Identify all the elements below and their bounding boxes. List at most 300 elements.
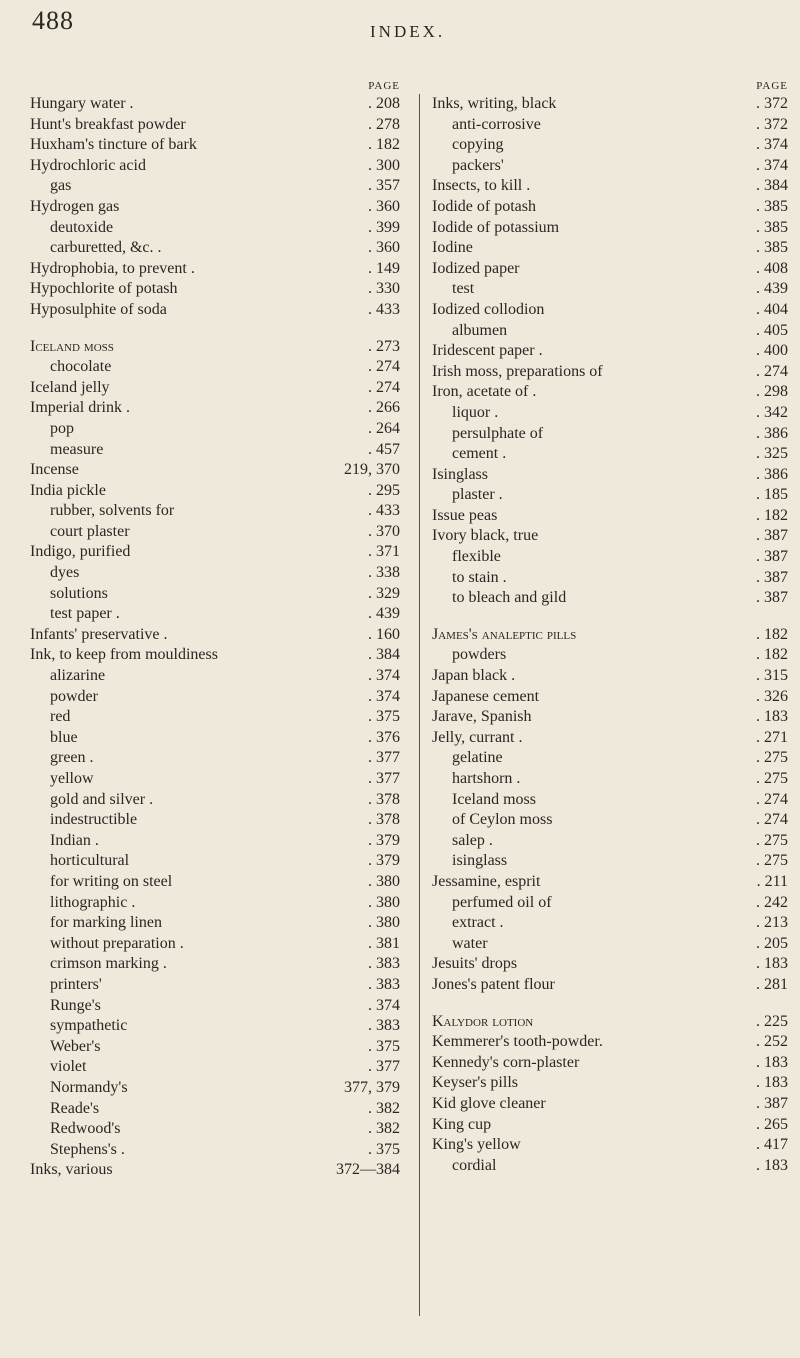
index-entry	[432, 218, 792, 239]
index-entries-right	[432, 94, 792, 1176]
index-term: indestructible	[50, 811, 138, 829]
index-page-ref: . 315	[756, 667, 788, 685]
index-term: liquor .	[452, 403, 499, 421]
index-term: water	[452, 934, 488, 952]
index-page-ref: . 183	[756, 1074, 788, 1092]
section-gap	[432, 609, 792, 625]
index-term: Insects, to kill .	[432, 177, 531, 195]
index-page-ref: . 383	[368, 1017, 400, 1035]
index-term: carburetted, &c. .	[50, 239, 162, 257]
index-entry	[432, 444, 792, 465]
index-page-ref: . 417	[756, 1136, 788, 1154]
index-page-ref: . 408	[756, 259, 788, 277]
index-page-ref: 377, 379	[344, 1078, 400, 1096]
index-term: plaster .	[452, 486, 503, 504]
index-entry	[30, 1160, 410, 1181]
index-entry	[30, 996, 410, 1017]
index-page-ref: . 372	[756, 115, 788, 133]
index-entry	[30, 810, 410, 831]
index-page-ref: . 372	[756, 95, 788, 112]
page-column-label: PAGE	[756, 80, 788, 92]
index-entry	[30, 542, 410, 563]
index-term: lithographic .	[50, 893, 136, 911]
index-entry	[432, 1053, 792, 1074]
index-page-ref: . 274	[756, 790, 788, 808]
index-page-ref: . 326	[756, 687, 788, 705]
index-term: Indigo, purified	[30, 543, 131, 561]
index-term: hartshorn .	[452, 770, 521, 787]
index-page-ref: . 387	[756, 1094, 788, 1112]
index-term: test paper .	[50, 605, 120, 623]
index-term: for marking linen	[50, 914, 162, 932]
index-term: Jarave, Spanish	[432, 708, 532, 726]
index-entry	[432, 341, 792, 362]
index-entry	[432, 362, 792, 383]
index-page-ref: . 374	[368, 667, 400, 685]
index-entry	[432, 666, 792, 687]
index-page-ref: . 383	[368, 955, 400, 973]
index-page-ref: . 377	[368, 749, 400, 767]
index-term: yellow	[50, 770, 94, 787]
index-page-ref: . 386	[756, 424, 788, 442]
index-page-ref: . 376	[368, 728, 400, 746]
index-page-ref: 219, 370	[344, 461, 400, 479]
index-term: salep .	[452, 831, 493, 849]
index-page-ref: . 381	[368, 934, 400, 952]
index-entry	[432, 568, 792, 589]
index-entry	[30, 1140, 410, 1161]
index-entry	[30, 1119, 410, 1140]
index-page-ref: . 338	[368, 564, 400, 582]
index-page-ref: . 377	[368, 770, 400, 787]
index-entry	[432, 645, 792, 666]
index-page-ref: . 266	[368, 399, 400, 417]
index-term: dyes	[50, 564, 80, 582]
index-entry	[30, 584, 410, 605]
index-page-ref: . 387	[756, 527, 788, 545]
index-page-ref: . 384	[756, 177, 788, 195]
index-page-ref: . 386	[756, 465, 788, 483]
index-term: Iceland jelly	[30, 378, 110, 396]
index-page-ref: . 278	[368, 115, 400, 133]
index-entry	[432, 547, 792, 568]
index-entry	[30, 728, 410, 749]
index-page-ref: . 360	[368, 239, 400, 257]
index-entry	[432, 831, 792, 852]
index-page-ref: . 274	[368, 378, 400, 396]
index-page-ref: . 213	[756, 914, 788, 932]
index-entry	[432, 403, 792, 424]
index-term: gelatine	[452, 749, 503, 767]
index-term: blue	[50, 728, 78, 746]
index-page-ref: . 329	[368, 584, 400, 602]
index-entry	[30, 913, 410, 934]
index-entry	[30, 934, 410, 955]
index-entry	[30, 300, 410, 321]
index-entry	[30, 1037, 410, 1058]
index-page-ref: . 300	[368, 156, 400, 174]
index-term: cement .	[452, 445, 507, 463]
index-term: Huxham's tincture of bark	[30, 136, 197, 154]
index-page-ref: . 182	[756, 625, 788, 643]
index-entry	[30, 687, 410, 708]
index-page-ref: . 298	[756, 383, 788, 401]
index-page-ref: . 385	[756, 218, 788, 236]
index-page-ref: . 274	[368, 358, 400, 376]
index-page-ref: . 273	[368, 337, 400, 355]
index-entry	[432, 1156, 792, 1177]
index-term: Kemmerer's tooth-powder.	[432, 1033, 603, 1051]
index-entry	[432, 526, 792, 547]
index-entry	[432, 1135, 792, 1156]
index-term: violet	[50, 1058, 87, 1076]
index-page-ref: . 275	[756, 831, 788, 849]
index-term: King's yellow	[432, 1136, 521, 1154]
index-entry	[30, 1016, 410, 1037]
index-term: Iceland moss	[30, 337, 114, 355]
index-entry	[432, 1094, 792, 1115]
index-term: printers'	[50, 975, 102, 993]
index-term: Ivory black, true	[432, 527, 539, 545]
index-entry	[30, 156, 410, 177]
index-page-ref: . 382	[368, 1099, 400, 1117]
index-entry	[432, 176, 792, 197]
index-term: copying	[452, 136, 504, 154]
index-entry	[30, 337, 410, 358]
index-page-ref: . 374	[756, 136, 788, 154]
index-page-ref: . 271	[756, 728, 788, 746]
index-page-ref: . 183	[756, 1156, 788, 1174]
index-term: Kalydor lotion	[432, 1012, 534, 1030]
index-entry	[432, 707, 792, 728]
index-term: test	[452, 280, 475, 298]
index-entry	[30, 645, 410, 666]
index-term: Iodized collodion	[432, 300, 545, 318]
index-term: Ink, to keep from mouldiness	[30, 646, 218, 664]
index-term: alizarine	[50, 667, 106, 685]
index-page-ref: . 380	[368, 893, 400, 911]
index-term: Hypochlorite of potash	[30, 280, 178, 298]
index-page-ref: . 382	[368, 1120, 400, 1138]
index-page-ref: . 404	[756, 300, 788, 318]
index-entry	[30, 769, 410, 790]
index-page-ref: . 399	[368, 218, 400, 236]
index-page-ref: . 281	[756, 975, 788, 993]
index-term: Inks, various	[30, 1161, 113, 1179]
index-term: packers'	[452, 156, 504, 174]
index-term: chocolate	[50, 358, 112, 376]
index-entry	[30, 378, 410, 399]
index-term: cordial	[452, 1156, 497, 1174]
index-term: powder	[50, 687, 98, 705]
index-term: green .	[50, 749, 94, 767]
index-entry	[30, 218, 410, 239]
index-page-ref: . 185	[756, 486, 788, 504]
index-entry	[30, 625, 410, 646]
index-term: anti-corrosive	[452, 115, 541, 133]
index-entry	[432, 1012, 792, 1033]
index-term: Reade's	[50, 1099, 100, 1117]
index-page-ref: . 211	[756, 872, 788, 890]
index-term: red	[50, 708, 71, 726]
index-page-ref: . 379	[368, 852, 400, 870]
running-head: INDEX.	[370, 22, 446, 41]
index-entry	[432, 94, 792, 115]
index-page-ref: . 325	[756, 445, 788, 463]
index-term: for writing on steel	[50, 872, 173, 890]
index-term: Jesuits' drops	[432, 955, 518, 973]
index-term: deutoxide	[50, 218, 114, 236]
index-page-ref: . 183	[756, 1053, 788, 1071]
index-term: to stain .	[452, 568, 507, 586]
index-term: perfumed oil of	[452, 893, 552, 911]
index-entry	[432, 321, 792, 342]
index-entry	[432, 851, 792, 872]
index-term: solutions	[50, 584, 108, 602]
index-term: Japan black .	[432, 667, 516, 685]
index-term: Incense	[30, 461, 79, 479]
index-entry	[432, 625, 792, 646]
index-page-ref: 372—384	[336, 1161, 400, 1179]
index-entry	[432, 810, 792, 831]
index-page-ref: . 275	[756, 852, 788, 870]
index-page-ref: . 342	[756, 403, 788, 421]
index-entry	[30, 975, 410, 996]
index-page-ref: . 160	[368, 625, 400, 643]
index-page-ref: . 205	[756, 934, 788, 952]
index-term: Infants' preservative .	[30, 625, 168, 643]
index-entry	[30, 1078, 410, 1099]
index-term: Normandy's	[50, 1078, 128, 1096]
index-term: Runge's	[50, 996, 101, 1014]
index-entry	[30, 666, 410, 687]
index-entry	[432, 1032, 792, 1053]
index-entry	[30, 357, 410, 378]
index-entry	[30, 893, 410, 914]
index-term: Inks, writing, black	[432, 95, 557, 112]
index-page-ref: . 252	[756, 1033, 788, 1051]
index-entry	[30, 135, 410, 156]
index-entry	[30, 501, 410, 522]
index-page-ref: . 380	[368, 872, 400, 890]
index-page-ref: . 275	[756, 749, 788, 767]
index-entry	[30, 398, 410, 419]
index-entry	[30, 851, 410, 872]
index-term: Hunt's breakfast powder	[30, 115, 186, 133]
index-entry	[30, 238, 410, 259]
index-page-ref: . 374	[756, 156, 788, 174]
index-page-ref: . 385	[756, 239, 788, 257]
index-entry	[30, 419, 410, 440]
index-term: Iodine	[432, 239, 473, 257]
index-term: Jelly, currant .	[432, 728, 523, 746]
index-page-ref: . 375	[368, 708, 400, 726]
index-entry	[30, 563, 410, 584]
index-page-ref: . 378	[368, 790, 400, 808]
index-term: Kennedy's corn-plaster	[432, 1053, 580, 1071]
index-entry	[432, 424, 792, 445]
index-entry	[432, 872, 792, 893]
index-term: powders	[452, 646, 507, 664]
index-term: Keyser's pills	[432, 1074, 518, 1092]
index-entry	[30, 604, 410, 625]
index-term: Japanese cement	[432, 687, 540, 705]
index-term: Iron, acetate of .	[432, 383, 537, 401]
index-page-ref: . 330	[368, 280, 400, 298]
index-term: India pickle	[30, 481, 106, 499]
index-entry	[432, 893, 792, 914]
index-entry	[432, 135, 792, 156]
index-term: Jessamine, esprit	[432, 872, 541, 890]
index-page-ref: . 375	[368, 1037, 400, 1055]
index-entry	[30, 522, 410, 543]
section-gap	[432, 996, 792, 1012]
index-term: Issue peas	[432, 506, 498, 524]
index-page-ref: . 378	[368, 811, 400, 829]
index-page-ref: . 383	[368, 975, 400, 993]
index-page-ref: . 387	[756, 568, 788, 586]
index-term: Hungary water .	[30, 95, 134, 112]
index-page-ref: . 149	[368, 259, 400, 277]
index-entries-left	[30, 94, 410, 1181]
index-entry	[432, 300, 792, 321]
index-page-ref: . 374	[368, 996, 400, 1014]
index-term: Hydrophobia, to prevent .	[30, 259, 195, 277]
index-page-ref: . 374	[368, 687, 400, 705]
index-page-ref: . 377	[368, 1058, 400, 1076]
index-page-ref: . 275	[756, 770, 788, 787]
index-entry	[30, 115, 410, 136]
index-entry	[432, 382, 792, 403]
index-term: Iodide of potash	[432, 197, 536, 215]
index-entry	[30, 872, 410, 893]
index-page-ref: . 384	[368, 646, 400, 664]
index-term: isinglass	[452, 852, 508, 870]
index-term: Iodized paper	[432, 259, 520, 277]
index-term: King cup	[432, 1115, 492, 1133]
index-term: crimson marking .	[50, 955, 167, 973]
index-term: Weber's	[50, 1037, 101, 1055]
index-page-ref: . 385	[756, 197, 788, 215]
index-entry	[30, 481, 410, 502]
index-entry	[30, 707, 410, 728]
index-term: Redwood's	[50, 1120, 121, 1138]
index-term: pop	[50, 419, 74, 437]
index-entry	[30, 440, 410, 461]
index-entry	[432, 259, 792, 280]
index-entry	[432, 1115, 792, 1136]
index-term: persulphate of	[452, 424, 544, 442]
index-entry	[432, 197, 792, 218]
index-entry	[432, 588, 792, 609]
index-page-ref: . 387	[756, 589, 788, 607]
index-page-ref: . 265	[756, 1115, 788, 1133]
index-page-ref: . 400	[756, 342, 788, 360]
section-gap	[30, 321, 410, 337]
index-page-ref: . 405	[756, 321, 788, 339]
index-term: rubber, solvents for	[50, 502, 175, 520]
index-term: Stephens's .	[50, 1140, 125, 1158]
index-entry	[432, 506, 792, 527]
index-term: sympathetic	[50, 1017, 128, 1035]
index-entry	[30, 954, 410, 975]
index-entry	[30, 197, 410, 218]
index-term: to bleach and gild	[452, 589, 567, 607]
index-entry	[432, 954, 792, 975]
index-entry	[432, 485, 792, 506]
index-page-ref: . 274	[756, 811, 788, 829]
index-page-ref: . 183	[756, 955, 788, 973]
index-page-ref: . 182	[756, 506, 788, 524]
index-page-ref: . 375	[368, 1140, 400, 1158]
index-entry	[432, 1073, 792, 1094]
index-entry	[432, 115, 792, 136]
index-entry	[432, 913, 792, 934]
index-entry	[432, 769, 792, 790]
index-page-ref: . 379	[368, 831, 400, 849]
index-entry	[30, 790, 410, 811]
index-entry	[30, 831, 410, 852]
index-page-ref: . 242	[756, 893, 788, 911]
index-page-ref: . 274	[756, 362, 788, 380]
index-term: Hyposulphite of soda	[30, 300, 167, 318]
index-entry	[432, 790, 792, 811]
index-page-ref: . 208	[368, 95, 400, 112]
index-entry	[30, 1057, 410, 1078]
index-term: Hydrogen gas	[30, 197, 120, 215]
index-entry	[30, 748, 410, 769]
index-term: Iodide of potassium	[432, 218, 560, 236]
index-entry	[30, 279, 410, 300]
index-page-ref: . 182	[756, 646, 788, 664]
index-entry	[30, 259, 410, 280]
column-divider	[419, 94, 420, 1316]
index-term: gold and silver .	[50, 790, 154, 808]
index-page-ref: . 225	[756, 1012, 788, 1030]
index-term: Iridescent paper .	[432, 342, 543, 360]
index-term: without preparation .	[50, 934, 184, 952]
index-entry	[30, 460, 410, 481]
index-term: James's analeptic pills	[432, 625, 577, 643]
index-term: Isinglass	[432, 465, 488, 483]
index-page-ref: . 295	[368, 481, 400, 499]
index-term: Iceland moss	[452, 790, 536, 808]
index-page-ref: . 371	[368, 543, 400, 561]
index-term: Kid glove cleaner	[432, 1094, 546, 1112]
index-entry	[432, 156, 792, 177]
index-entry	[432, 975, 792, 996]
index-entry	[30, 1099, 410, 1120]
index-term: of Ceylon moss	[452, 811, 553, 829]
index-term: horticultural	[50, 852, 130, 870]
index-term: flexible	[452, 548, 501, 566]
index-page-ref: . 264	[368, 419, 400, 437]
index-page-ref: . 457	[368, 440, 400, 458]
page-number: 488	[32, 6, 74, 35]
index-page-ref: . 380	[368, 914, 400, 932]
index-page-ref: . 357	[368, 177, 400, 195]
index-term: Irish moss, preparations of	[432, 362, 603, 380]
index-term: Jones's patent flour	[432, 975, 555, 993]
index-page-ref: . 387	[756, 548, 788, 566]
index-term: albumen	[452, 321, 508, 339]
index-page-ref: . 182	[368, 136, 400, 154]
index-entry	[30, 176, 410, 197]
page-column-label: PAGE	[368, 80, 400, 92]
index-term: court plaster	[50, 522, 130, 540]
index-page-ref: . 433	[368, 300, 400, 318]
index-term: measure	[50, 440, 104, 458]
